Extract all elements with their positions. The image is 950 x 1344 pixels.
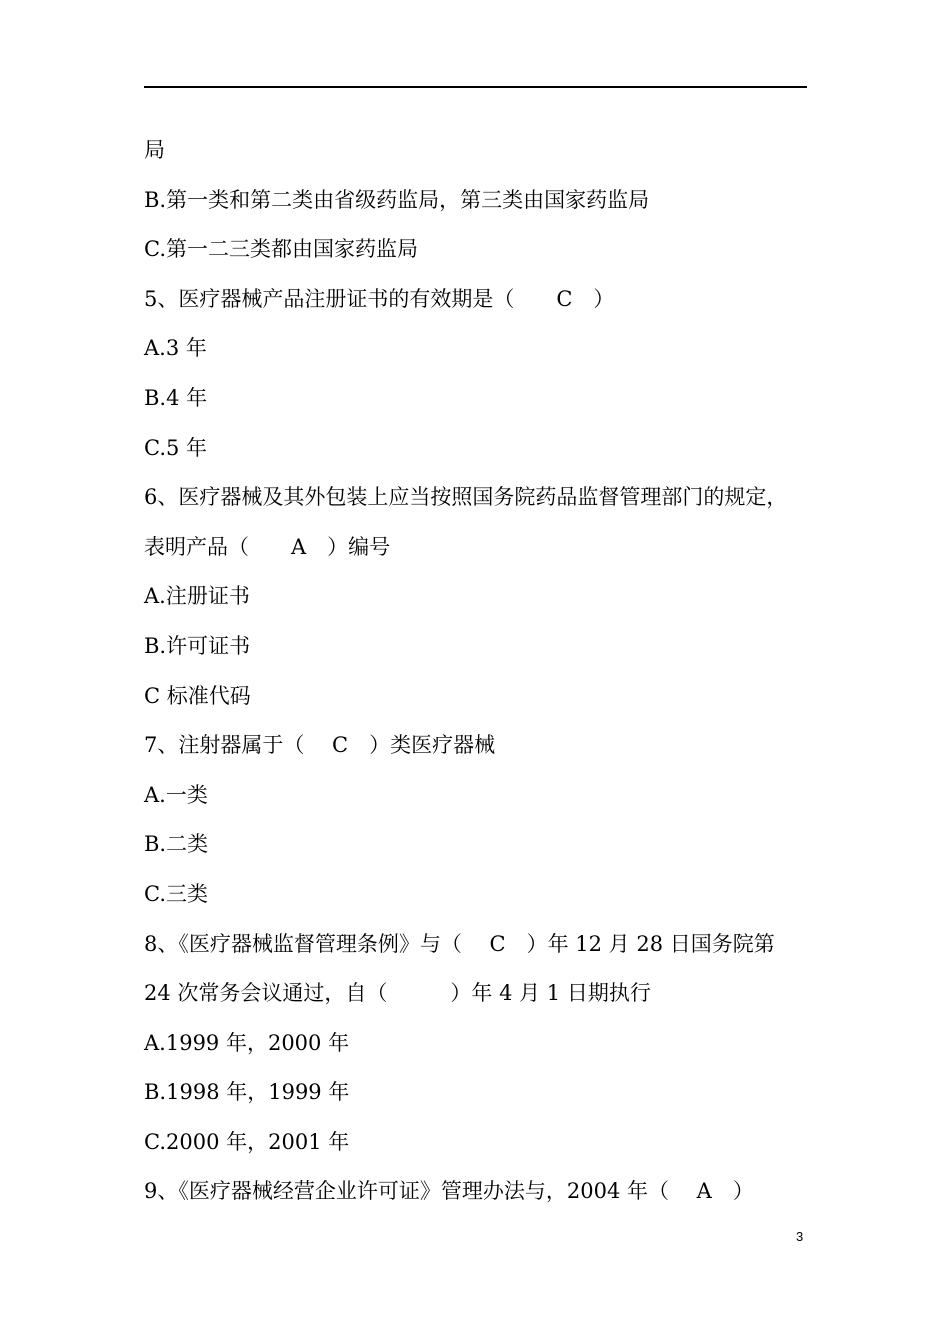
page-number: 3: [796, 1229, 804, 1244]
option-line: A.一类: [144, 782, 208, 807]
option-line: B.4 年: [144, 385, 208, 410]
question-line: 8、《医疗器械监督管理条例》与（ C ）年 12 月 28 日国务院第: [144, 931, 775, 956]
option-line: C.2000 年，2001 年: [144, 1129, 350, 1154]
question-line: 5、医疗器械产品注册证书的有效期是（ C ）: [144, 286, 615, 311]
option-line: B.1998 年，1999 年: [144, 1080, 350, 1105]
question-line: 6、医疗器械及其外包装上应当按照国务院药品监督管理部门的规定，: [144, 485, 788, 510]
option-line: B.二类: [144, 832, 209, 857]
option-line: A.1999 年，2000 年: [144, 1030, 350, 1055]
text-line: 局: [144, 138, 165, 162]
option-line: B.许可证书: [144, 633, 251, 658]
question-line: 7、注射器属于（ C ）类医疗器械: [144, 733, 496, 758]
header-rule: [144, 86, 807, 88]
question-line: 表明产品（ A ）编号: [144, 534, 391, 559]
question-line: 9、《医疗器械经营企业许可证》管理办法与，2004 年（ A ）: [144, 1179, 754, 1204]
option-line: C 标准代码: [144, 683, 251, 708]
text-line: C.第一二三类都由国家药监局: [144, 237, 418, 262]
text-line: B.第一类和第二类由省级药监局，第三类由国家药监局: [144, 187, 650, 212]
option-line: C.三类: [144, 881, 208, 906]
document-body: [144, 132, 824, 1223]
option-line: A.3 年: [144, 336, 207, 361]
option-line: C.5 年: [144, 435, 208, 460]
question-line: 24 次常务会议通过，自（ ）年 4 月 1 日期执行: [144, 981, 651, 1006]
option-line: A.注册证书: [144, 584, 250, 609]
